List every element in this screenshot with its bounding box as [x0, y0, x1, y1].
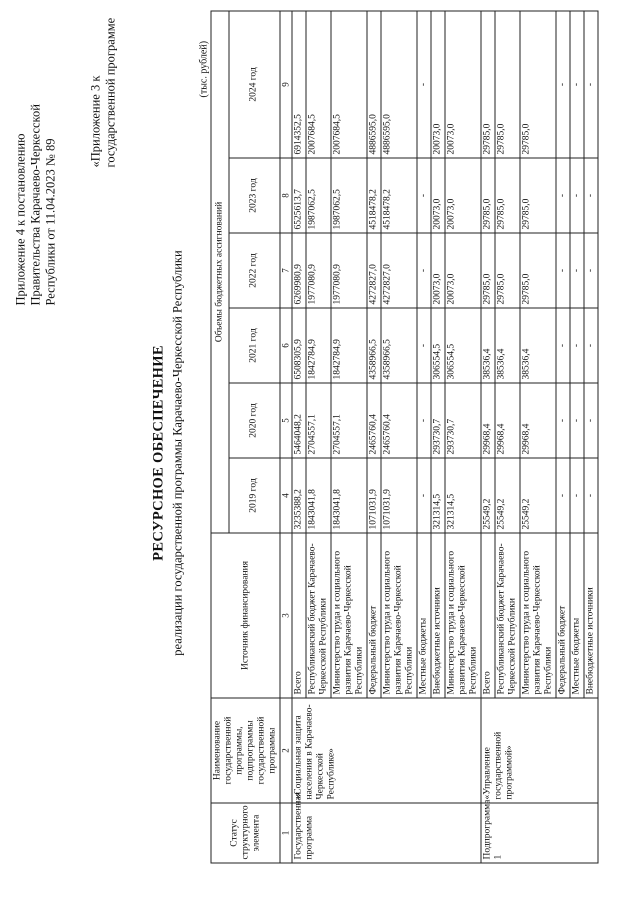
header-year: 2019 год: [228, 458, 279, 533]
amount-cell: 20073,0: [431, 10, 445, 157]
amount-cell: 29785,0: [495, 158, 520, 233]
funding-source-cell: Местные бюджеты: [417, 533, 431, 698]
funding-source-cell: Федеральный бюджет: [556, 533, 570, 698]
header-year: 2020 год: [228, 383, 279, 458]
amount-cell: 29968,4: [495, 383, 520, 458]
amount-cell: 29785,0: [481, 233, 495, 308]
amount-cell: -: [584, 458, 598, 533]
amount-cell: -: [570, 308, 584, 383]
funding-source-cell: Республиканский бюджет Карачаево-Черкесской Республики: [495, 533, 520, 698]
amount-cell: 1842784,9: [306, 308, 331, 383]
amount-cell: -: [417, 10, 431, 157]
amount-cell: 20073,0: [431, 158, 445, 233]
amount-cell: 2704557,1: [331, 383, 367, 458]
column-index: 2: [280, 698, 292, 803]
amount-cell: 29785,0: [495, 10, 520, 157]
header-year: 2023 год: [228, 158, 279, 233]
amount-cell: 29968,4: [520, 383, 556, 458]
amount-cell: 4272827,0: [381, 233, 417, 308]
approval-note: [13, 25, 58, 305]
amount-cell: 1842784,9: [331, 308, 367, 383]
funding-source-cell: Республиканский бюджет Карачаево-Черкесской Республики: [306, 533, 331, 698]
amount-cell: 2007684,5: [331, 10, 367, 157]
funding-source-cell: Внебюджетные источники: [431, 533, 445, 698]
column-index: 8: [280, 158, 292, 233]
amount-cell: 321314,5: [431, 458, 445, 533]
amount-cell: 2007684,5: [306, 10, 331, 157]
amount-cell: 1843041,8: [331, 458, 367, 533]
header-source: Источник финансирования: [211, 533, 280, 698]
amount-cell: -: [570, 458, 584, 533]
amount-cell: 1977080,9: [306, 233, 331, 308]
table-row: [481, 10, 495, 862]
resource-table-wrap: [210, 11, 598, 863]
column-index: 7: [280, 233, 292, 308]
funding-source-cell: Министерство труда и социального развития Карачаево-Черкесской Республики: [331, 533, 367, 698]
amount-cell: 6914352,5: [292, 10, 306, 157]
amount-cell: -: [417, 458, 431, 533]
header-year: 2021 год: [228, 308, 279, 383]
amount-cell: 4886595,0: [381, 10, 417, 157]
amount-cell: -: [556, 458, 570, 533]
units-label: (тыс. рублей): [198, 40, 209, 97]
header-name: Наименование государственной программы, подпрограммы государственной программы: [211, 698, 280, 803]
amount-cell: 6269980,9: [292, 233, 306, 308]
amount-cell: 4358966,5: [381, 308, 417, 383]
funding-source-cell: Внебюджетные источники: [584, 533, 598, 698]
approval-line-3: Республики от 11.04.2023 № 89: [43, 138, 57, 305]
amount-cell: -: [584, 308, 598, 383]
amount-cell: 293730,7: [431, 383, 445, 458]
amount-cell: 29785,0: [481, 10, 495, 157]
amount-cell: 4518478,2: [381, 158, 417, 233]
amount-cell: 306554,5: [445, 308, 481, 383]
column-index: 3: [280, 533, 292, 698]
funding-source-cell: Министерство труда и социального развития Карачаево-Черкесской Республики: [381, 533, 417, 698]
amount-cell: 25549,2: [520, 458, 556, 533]
amount-cell: 29785,0: [520, 158, 556, 233]
amount-cell: -: [570, 383, 584, 458]
amount-cell: 38536,4: [481, 308, 495, 383]
amount-cell: 2465760,4: [367, 383, 381, 458]
amount-cell: -: [570, 10, 584, 157]
amount-cell: -: [417, 158, 431, 233]
amount-cell: 4886595,0: [367, 10, 381, 157]
amount-cell: 293730,7: [445, 383, 481, 458]
amount-cell: 20073,0: [445, 233, 481, 308]
column-index: 6: [280, 308, 292, 383]
amount-cell: 25549,2: [495, 458, 520, 533]
status-cell: Государственная программа: [292, 803, 481, 863]
amount-cell: -: [417, 308, 431, 383]
amount-cell: 1977080,9: [331, 233, 367, 308]
resource-table: [210, 10, 598, 863]
funding-source-cell: Министерство труда и социального развития Карачаево-Черкесской Республики: [445, 533, 481, 698]
amount-cell: -: [584, 10, 598, 157]
amount-cell: -: [556, 10, 570, 157]
amount-cell: -: [570, 158, 584, 233]
amount-cell: 20073,0: [445, 10, 481, 157]
program-name-cell: «Управление государственной программой»: [481, 698, 598, 803]
amount-cell: -: [417, 383, 431, 458]
amount-cell: 4518478,2: [367, 158, 381, 233]
amount-cell: -: [584, 233, 598, 308]
column-index: 1: [280, 803, 292, 863]
document-subtitle: реализации государственной программы Карачаево-Черкесской Республики: [170, 249, 184, 656]
amount-cell: -: [417, 233, 431, 308]
annex-line-2: государственной программе: [103, 17, 117, 167]
amount-cell: 1071031,9: [381, 458, 417, 533]
amount-cell: 1987062,5: [331, 158, 367, 233]
amount-cell: 20073,0: [431, 233, 445, 308]
column-index: 9: [280, 10, 292, 157]
approval-line-2: Правительства Карачаево-Черкесской: [28, 103, 42, 305]
amount-cell: -: [584, 383, 598, 458]
amount-cell: 29785,0: [481, 158, 495, 233]
approval-line-1: Приложение 4 к постановлению: [13, 133, 27, 305]
amount-cell: 4272827,0: [367, 233, 381, 308]
amount-cell: 6525613,7: [292, 158, 306, 233]
amount-cell: 20073,0: [445, 158, 481, 233]
header-volumes: Объемы бюджетных ассигнований: [211, 10, 229, 532]
amount-cell: 306554,5: [431, 308, 445, 383]
amount-cell: 6508305,9: [292, 308, 306, 383]
amount-cell: -: [556, 308, 570, 383]
amount-cell: 38536,4: [520, 308, 556, 383]
amount-cell: -: [556, 383, 570, 458]
amount-cell: 5464048,2: [292, 383, 306, 458]
annex-line-1: «Приложение 3 к: [88, 75, 102, 167]
header-year: 2024 год: [228, 10, 279, 157]
previous-annex-note: [88, 17, 118, 167]
header-year: 2022 год: [228, 233, 279, 308]
document-title: РЕСУРСНОЕ ОБЕСПЕЧЕНИЕ: [150, 344, 166, 561]
table-row: [292, 10, 306, 862]
amount-cell: 3235388,2: [292, 458, 306, 533]
program-name-cell: «Социальная защита населения в Карачаево-Черкесской Республике»: [292, 698, 481, 803]
amount-cell: 29785,0: [495, 233, 520, 308]
amount-cell: 29785,0: [520, 10, 556, 157]
amount-cell: -: [570, 233, 584, 308]
amount-cell: 29968,4: [481, 383, 495, 458]
funding-source-cell: Федеральный бюджет: [367, 533, 381, 698]
amount-cell: 4358966,5: [367, 308, 381, 383]
funding-source-cell: Министерство труда и социального развития Карачаево-Черкесской Республики: [520, 533, 556, 698]
amount-cell: 38536,4: [495, 308, 520, 383]
amount-cell: 29785,0: [520, 233, 556, 308]
amount-cell: 2704557,1: [306, 383, 331, 458]
amount-cell: -: [556, 233, 570, 308]
amount-cell: 321314,5: [445, 458, 481, 533]
funding-source-cell: Местные бюджеты: [570, 533, 584, 698]
column-index: 5: [280, 383, 292, 458]
column-index: 4: [280, 458, 292, 533]
amount-cell: -: [584, 158, 598, 233]
amount-cell: 1987062,5: [306, 158, 331, 233]
amount-cell: 25549,2: [481, 458, 495, 533]
amount-cell: 1071031,9: [367, 458, 381, 533]
amount-cell: 1843041,8: [306, 458, 331, 533]
amount-cell: 2465760,4: [381, 383, 417, 458]
header-status: Статус структурного элемента: [211, 803, 280, 863]
funding-source-cell: Всего: [481, 533, 495, 698]
amount-cell: -: [556, 158, 570, 233]
funding-source-cell: Всего: [292, 533, 306, 698]
status-cell: Подпрограмма 1: [481, 803, 598, 863]
